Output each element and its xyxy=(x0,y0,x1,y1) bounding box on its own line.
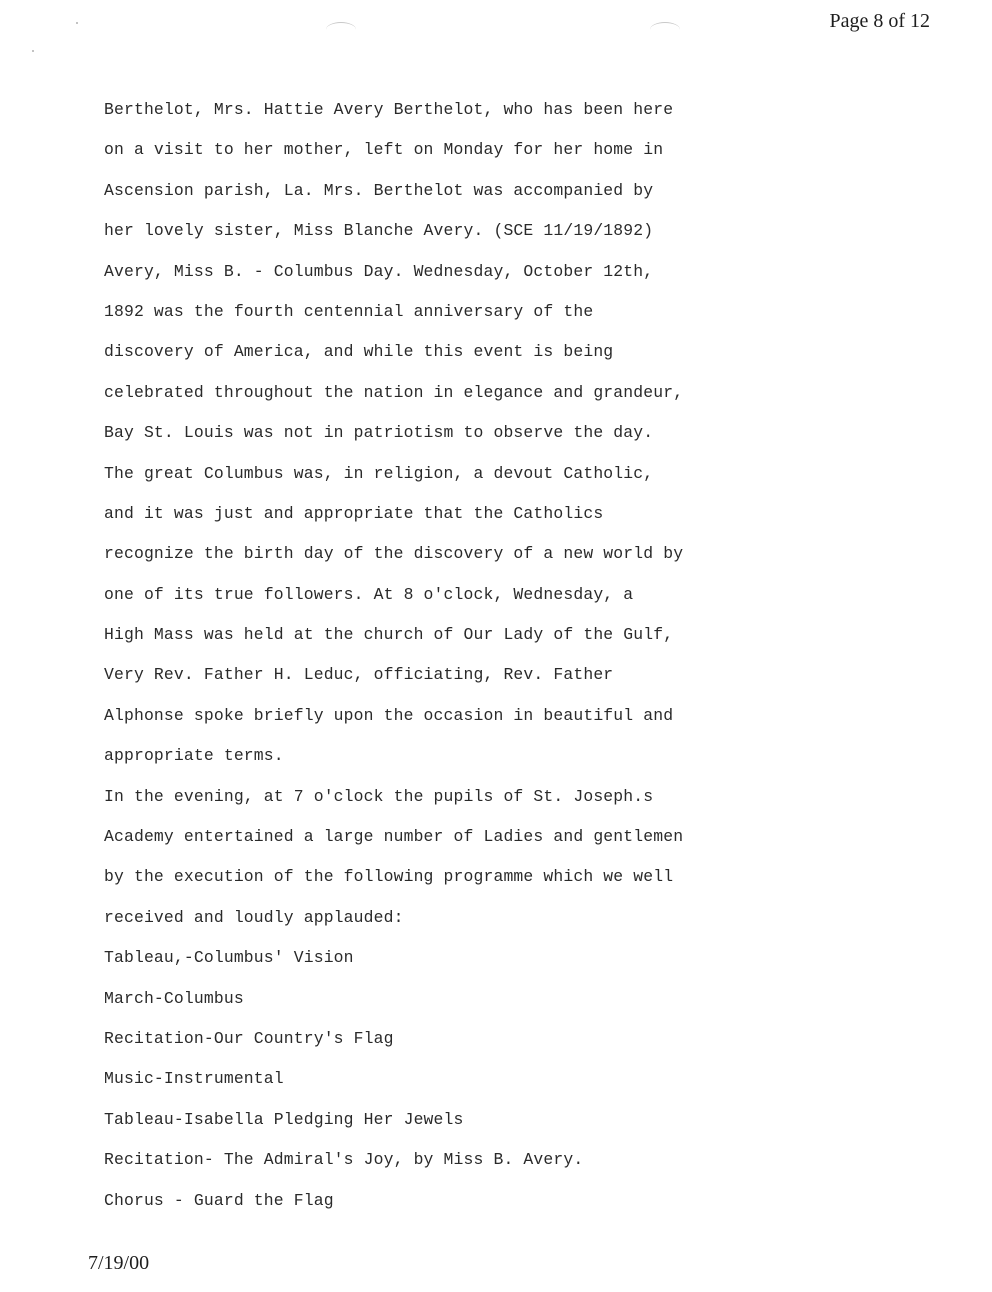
page-number: Page 8 of 12 xyxy=(829,10,930,32)
text-line: and it was just and appropriate that the Catholics xyxy=(104,503,604,523)
text-line: Ascension parish, La. Mrs. Berthelot was accompanied by xyxy=(104,180,654,200)
hole-punch-mark-left xyxy=(326,22,356,37)
text-line: 1892 was the fourth centennial anniversary of the xyxy=(104,301,594,321)
text-line: one of its true followers. At 8 o'clock, Wednesday, a xyxy=(104,584,634,604)
text-line: received and loudly applauded: xyxy=(104,907,404,927)
scan-speck xyxy=(32,50,34,52)
text-line: Alphonse spoke briefly upon the occasion in beautiful and xyxy=(104,705,674,725)
programme-item: Tableau,-Columbus' Vision xyxy=(104,948,354,968)
text-line: Avery, Miss B. - Columbus Day. Wednesday, October 12th, xyxy=(104,261,654,281)
hole-punch-mark-right xyxy=(650,22,680,37)
programme-item: Tableau-Isabella Pledging Her Jewels xyxy=(104,1109,464,1129)
text-line: The great Columbus was, in religion, a devout Catholic, xyxy=(104,463,654,483)
text-line: by the execution of the following programme which we well xyxy=(104,867,674,887)
text-line: on a visit to her mother, left on Monday for her home in xyxy=(104,140,664,160)
text-line: Bay St. Louis was not in patriotism to observe the day. xyxy=(104,423,654,443)
text-line: celebrated throughout the nation in elegance and grandeur, xyxy=(104,382,684,402)
document-body-text xyxy=(104,96,683,1227)
programme-item: Recitation-Our Country's Flag xyxy=(104,1028,394,1048)
text-line: Berthelot, Mrs. Hattie Avery Berthelot, who has been here xyxy=(104,100,674,119)
text-line: Academy entertained a large number of Ladies and gentlemen xyxy=(104,827,684,847)
scan-speck xyxy=(76,22,78,24)
programme-item: Chorus - Guard the Flag xyxy=(104,1190,334,1210)
programme-item: Music-Instrumental xyxy=(104,1069,284,1089)
text-line: discovery of America, and while this event is being xyxy=(104,342,614,362)
text-line: appropriate terms. xyxy=(104,746,284,766)
text-line: High Mass was held at the church of Our Lady of the Gulf, xyxy=(104,625,674,645)
text-line: In the evening, at 7 o'clock the pupils of St. Joseph.s xyxy=(104,786,654,806)
footer-date: 7/19/00 xyxy=(88,1252,150,1274)
programme-item: Recitation- The Admiral's Joy, by Miss B. Avery. xyxy=(104,1150,584,1170)
programme-item: March-Columbus xyxy=(104,988,244,1008)
text-line: Very Rev. Father H. Leduc, officiating, Rev. Father xyxy=(104,665,614,685)
text-line: recognize the birth day of the discovery of a new world by xyxy=(104,544,684,564)
text-line: her lovely sister, Miss Blanche Avery. (SCE 11/19/1892) xyxy=(104,221,654,241)
